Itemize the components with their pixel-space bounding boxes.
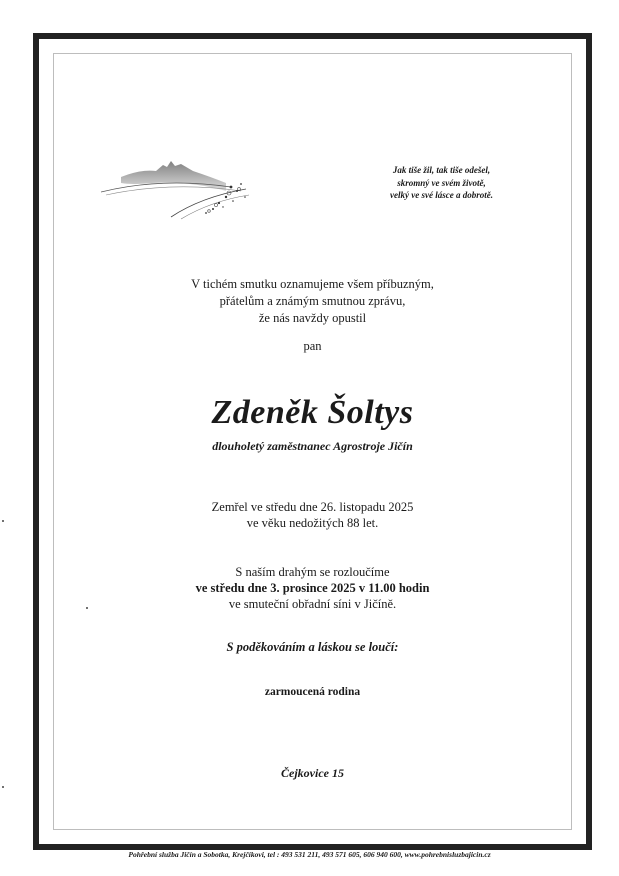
obituary-card xyxy=(33,33,592,850)
landscape-illustration-icon xyxy=(101,147,251,222)
honorific: pan xyxy=(303,339,322,353)
family-address: Čejkovice 15 xyxy=(281,766,344,780)
intro-line: V tichém smutku oznamujeme všem příbuzným, xyxy=(191,277,434,291)
death-info xyxy=(39,499,586,531)
intro-line: přátelům a známým smutnou zprávu, xyxy=(219,294,406,308)
scan-speck xyxy=(2,520,4,522)
deceased-name: Zdeněk Šoltys xyxy=(211,394,414,431)
intro-line: že nás navždy opustil xyxy=(258,311,367,325)
motto-verse xyxy=(354,164,529,202)
scan-speck xyxy=(2,786,4,788)
motto-line: velký ve své lásce a dobrotě. xyxy=(390,190,493,200)
funeral-place: ve smuteční obřadní síni v Jičíně. xyxy=(228,597,397,611)
funeral-datetime: ve středu dne 3. prosince 2025 v 11.00 hodin xyxy=(195,581,430,595)
funeral-line: S naším drahým se rozloučíme xyxy=(235,565,390,579)
scan-speck xyxy=(86,607,88,609)
funeral-info xyxy=(39,564,586,612)
motto-line: Jak tiše žil, tak tiše odešel, xyxy=(392,165,491,175)
family-signature: zarmoucená rodina xyxy=(264,686,361,698)
thanks-line: S poděkováním a láskou se loučí: xyxy=(226,640,399,654)
funeral-service-footer: Pohřební služba Jičín a Sobotka, Krejčíkovi, tel : 493 531 211, 493 571 605, 606 940 600, www.pohrebnisluzbajicin.cz xyxy=(128,850,491,859)
motto-line: skromný ve svém životě, xyxy=(397,177,486,188)
announcement-intro xyxy=(39,276,586,327)
death-line: Zemřel ve středu dne 26. listopadu 2025 xyxy=(211,500,414,514)
deceased-role: dlouholetý zaměstnanec Agrostroje Jičín xyxy=(212,439,413,453)
death-line: ve věku nedožitých 88 let. xyxy=(246,516,379,530)
